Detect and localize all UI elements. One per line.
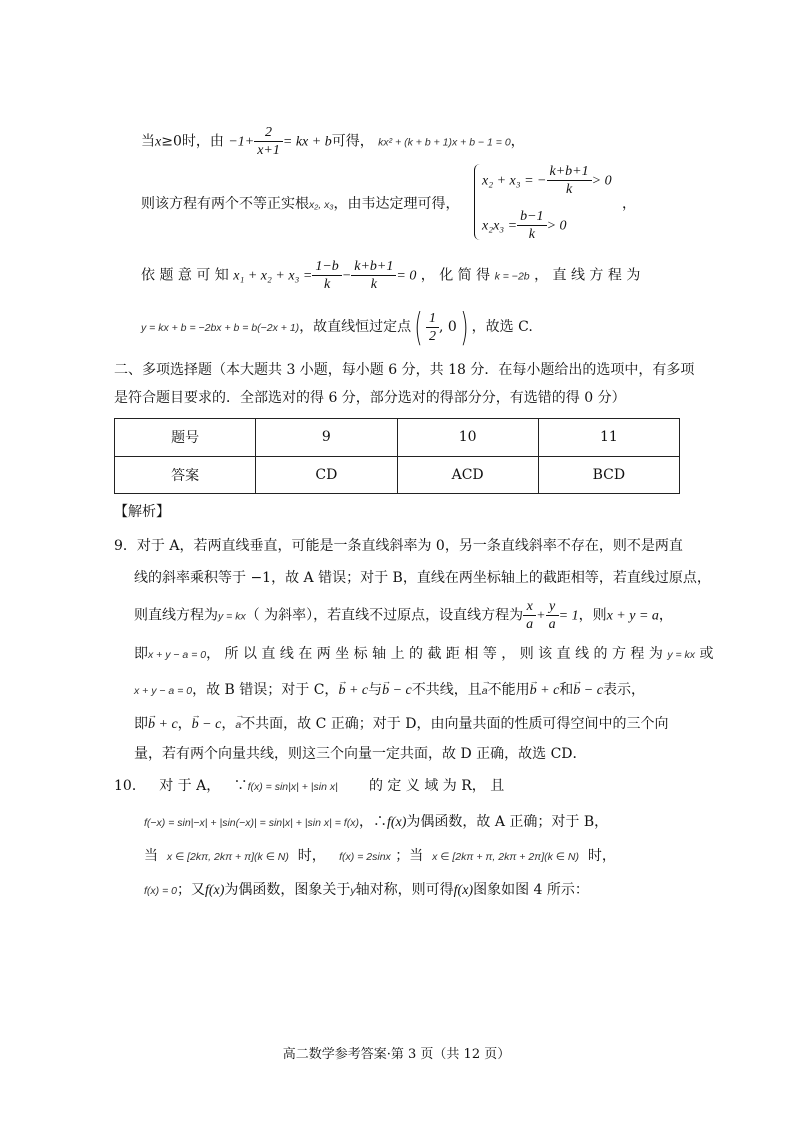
table-cell: 题号 <box>115 419 256 457</box>
table-row <box>115 419 680 457</box>
section2-title-1: 二、多项选择题（本大题共 3 小题，每小题 6 分，共 18 分．在每小题给出的选项中，有多项 <box>114 362 695 378</box>
q10-line2: f(−x) = sin|−x| + |sin(−x)| = sin|x| + |sin x| = f(x)，∴f(x)为偶函数，故 A 正确；对于 B， <box>144 814 609 830</box>
system-comma: ， <box>622 196 636 212</box>
s1-line4: y = kx + b = −2bx + b = b(−2x + 1)，故直线恒过定点( $\frac{1}{2}$ , 0) ，故选 C. <box>141 305 533 349</box>
q10-line1: 10． 对 于 A， ∵f(x) = sin|x| + |sin x| 的 定 义 域 为 R， 且 <box>114 778 505 794</box>
system-eq-2: x₂x₃ = $\frac{b-1}{k}$ > 0 <box>482 209 567 242</box>
table-cell: 10 <box>397 419 538 457</box>
table-cell: CD <box>256 456 397 494</box>
q9-line4: 即x + y − a = 0， 所 以 直 线 在 两 坐 标 轴 上 的 截 距 相 等 ， 则 该 直 线 的 方 程 为 y = kx 或 <box>134 646 714 662</box>
page-footer: 高二数学参考答案·第 3 页（共 12 页） <box>282 1047 511 1062</box>
q9-line3: 则直线方程为y = kx（ 为斜率），若直线不过原点，设直线方程为 $\frac{x}{a}$ + $\frac{y}{a}$ = 1，则x + y = a， <box>134 599 673 632</box>
table-row <box>115 456 680 494</box>
s1-line3: 依 题 意 可 知 x₁ + x₂ + x₃ = $\frac{1-b}{k}$ − $\frac{k+b+1}{k}$ = 0 ， 化 简 得 k = −2b ， 直 线 方 程 为 <box>141 259 641 292</box>
section2-title-2: 是符合题目要求的．全部选对的得 6 分，部分选对的得部分分，有选错的得 0 分） <box>114 390 626 406</box>
table-cell: 答案 <box>115 456 256 494</box>
answer-table <box>114 418 680 494</box>
q9-line1: 9．对于 A，若两直线垂直，可能是一条直线斜率为 0，另一条直线斜率不存在，则不是两直 <box>114 538 683 554</box>
q10-line3: 当 x ∈ [2kπ, 2kπ + π](k ∈ N) 时， f(x) = 2sinx ；当 x ∈ [2kπ + π, 2kπ + 2π](k ∈ N) 时， <box>144 848 616 864</box>
table-cell: 11 <box>538 419 679 457</box>
system-eq-1: x₂ + x₃ = − $\frac{k+b+1}{k}$ > 0 <box>482 164 612 197</box>
analysis-label: 【解析】 <box>114 504 170 520</box>
q9-line2: 线的斜率乘积等于 −1，故 A 错误；对于 B，直线在两坐标轴上的截距相等，若直线过原点， <box>134 570 711 586</box>
q9-line6: 即→ b + c，→ b − c，→ a不共面，故 C 正确；对于 D，由向量共面的性质可得空间中的三个向 <box>134 714 668 735</box>
q10-line4: f(x) = 0；又f(x)为偶函数，图象关于y轴对称，则可得f(x)图象如图 4 所示： <box>144 882 589 898</box>
table-cell: ACD <box>397 456 538 494</box>
q9-line7: 量，若有两个向量共线，则这三个向量一定共面，故 D 正确，故选 CD． <box>134 746 587 762</box>
table-cell: 9 <box>256 419 397 457</box>
table-cell: BCD <box>538 456 679 494</box>
s1-line2: 则该方程有两个不等正实根x₂, x₃，由韦达定理可得， <box>141 196 460 212</box>
q9-line5: x + y − a = 0，故 B 错误；对于 C，→ b + c与→ b − c不共线，且→ a不能用→ b + c和→ b − c表示， <box>134 680 645 701</box>
s1-line1: 当x≥0时，由 −1+ $\frac{2}{x+1}$ = kx + b可得， kx² + (k + b + 1)x + b − 1 = 0， <box>141 125 525 158</box>
